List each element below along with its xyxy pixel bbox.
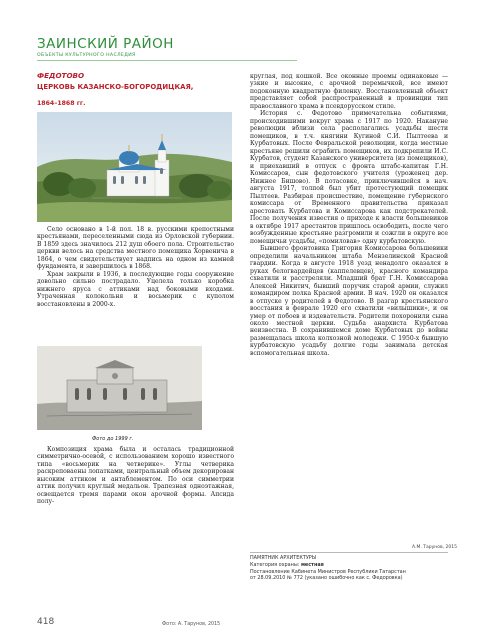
- church-ruin-illustration: [37, 346, 202, 430]
- place-name: ФЕДОТОВО: [37, 71, 85, 80]
- page-number: 418: [37, 617, 55, 627]
- paragraph: Храм закрыли в 1936, в последующие годы сооружение довольно сильно пострадало. Уцелела только коробка нижнего яруса с аттиками над боковыми входами. Утраченная колокольня и восьмерик с куполом восстановлены в 2000-х.: [37, 270, 234, 308]
- region-title: ЗАИНСКИЙ РАЙОН: [37, 36, 174, 52]
- paragraph: Село основано в 1-й пол. 18 в. русскими крепостными крестьянами, переселенными сюда из Орловской губернии. В 1859 здесь значилось 212 душ обоего пола. Строительство церкви велось на средства местного помещика Хорвенича в 1864, о чем свидетельствует надпись на одном из камней фундамента, и завершилось в 1868.: [37, 226, 234, 271]
- left-column-intro: [37, 226, 234, 308]
- category-label: Категория охраны:: [250, 561, 300, 568]
- church-landscape-illustration: [37, 112, 232, 222]
- right-column-text: [250, 73, 448, 357]
- decree-line: от 28.09.2010 № 772 (указано ошибочно как с. Федоровка): [250, 575, 403, 582]
- church-title: ЦЕРКОВЬ КАЗАНСКО-БОГОРОДИЦКАЯ,: [37, 83, 194, 91]
- category-value: местная: [300, 561, 324, 568]
- monument-divider: [250, 552, 448, 553]
- author-signature: А.М. Тарунов, 2015: [412, 545, 457, 550]
- photo-credit: Фото: А. Тарунов, 2015: [162, 622, 221, 627]
- paragraph: История с. Федотово примечательна событиями, происходившими вокруг храма с 1917 по 1920. Накануне революции вблизи села располагались усадьбы шести помещиков, в т.ч. княгини Кугиной С.И. Пылтеева и Курбатовых. После Февральской революции, когда местные крестьяне решили ограбить помещиков, их подкрепили И.С. Курбатов, студент Казанского университета (из помещиков), и приехавший в отпуск с фронта штабс-капитан Г.Н. Комиссаров, сын федотовского учителя (уроженец дер. Нижнее Бишово). В потасовке, приключившейся в нач. августа 1917, толпой был убит протестующий помещик Пылтеев. Разбирая происшествие, помещение губернского комиссара от Временного правительства приказал арестовать Курбатова и Комиссарова как подстрекателей. После получения известия о приходе к власти большевиков в октябре 1917 арестантов пришлось освободить, после чего возбужденные крестьяне разгромили и сожгли в округе все помещичьи усадьбы, «помиловав» одну курбатовскую.: [250, 110, 448, 245]
- photo-caption: Фото до 1999 г.: [92, 436, 134, 442]
- church-photo-archive: [37, 346, 202, 430]
- paragraph: круглая, под кошкой. Все оконные проемы одинаковые — узкие и высокие, с арочной перемычкой, все имеют подоконную квадратную филенку. Восстановленный объект представляет собой распространенный в провинции тип православного храма в псевдорусском стиле.: [250, 73, 448, 110]
- monument-info: [250, 555, 450, 582]
- protection-category: [250, 562, 450, 569]
- header-divider: [37, 60, 297, 61]
- church-photo-color: [37, 112, 232, 222]
- monument-heading: ПАМЯТНИК АРХИТЕКТУРЫ: [250, 555, 317, 561]
- region-subtitle: ОБЪЕКТЫ КУЛЬТУРНОГО НАСЛЕДИЯ: [37, 53, 136, 58]
- church-years: 1864–1868 гг.: [37, 100, 86, 107]
- decree-line: Постановление Кабинета Министров Республики Татарстан: [250, 568, 406, 575]
- paragraph: Бывшего фронтовика Григория Комиссарова большевики определили начальником штаба Мензелинской Красной гвардии. Когда в августе 1918 уезд ненадолго оказался в руках белогвардейцев (каппелевцев), красного командира схватили и расстреляли. Младший брат Г.Н. Комиссарова Алексей Никитич, бывший поручик старой армии, служил командиром полка Красной армии. В нач. 1920 он оказался в отпуске у родителей в Федотово. В разгар крестьянского восстания в феврале 1920 его схватили «вилышики», и он умер от побоев и издевательств. Родители похоронили сына около местной церкви. Судьба анархиста Курбатова неизвестна. В сохранившемся доме Курбатовых до войны размещалась школа колхозной молодежи. С 1950-х бывшую курбатовскую усадьбу долгие годы занимала детская вспомогательная школа.: [250, 245, 448, 357]
- left-column-description: [37, 446, 234, 506]
- paragraph: Композиция храма была и осталась традиционной симметрично-осевой, с использованием хорошо известного типа «восьмерик на четверике». Углы четверика раскреповаены лопатками, центральный объем декорирован высоким аттиком и антаблементом. По оси симметрии аттик получил круглый медальон. Трапезная одноэтажная, освещается тремя парами окон арочной формы. Апсида полу-: [37, 446, 234, 506]
